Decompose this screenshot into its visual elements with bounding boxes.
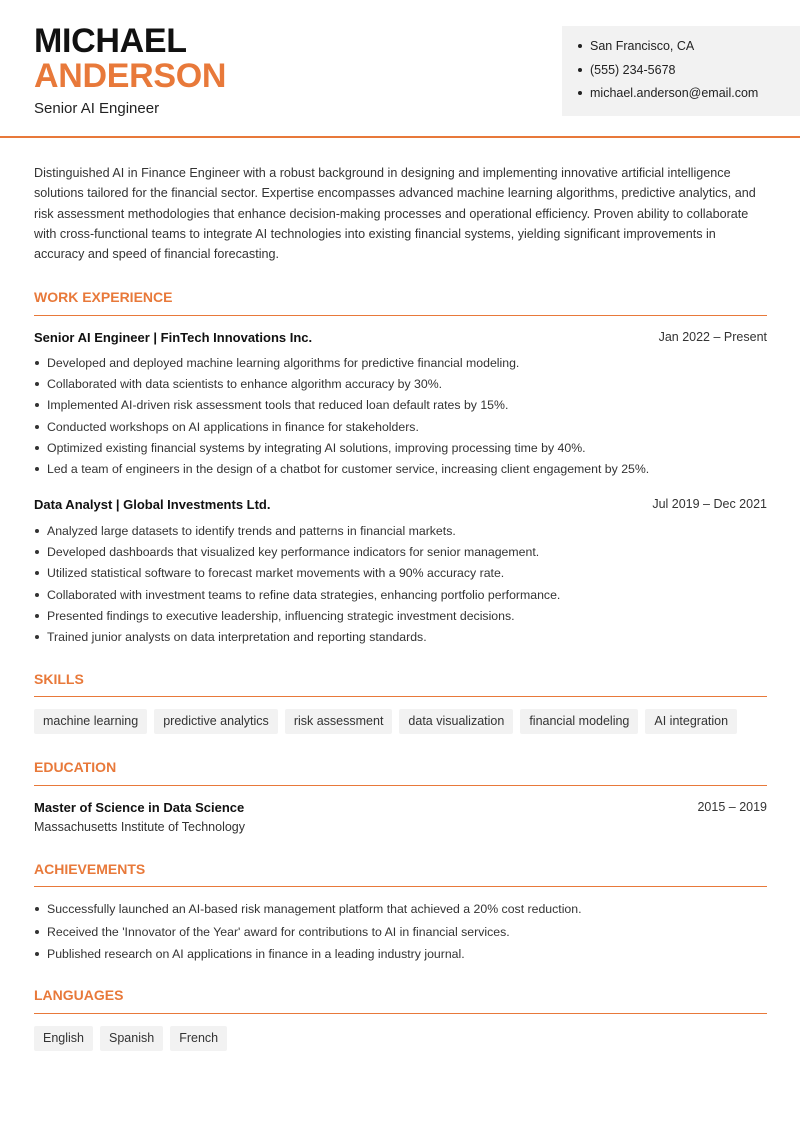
candidate-name [34, 24, 226, 94]
section-title-achievements: ACHIEVEMENTS [34, 861, 146, 877]
skill-tag: financial modeling [520, 709, 638, 734]
skills-list [34, 709, 737, 734]
section-title-education: EDUCATION [34, 759, 117, 775]
language-tag: English [34, 1026, 93, 1051]
school-name: Massachusetts Institute of Technology [34, 820, 245, 834]
list-item: Optimized existing financial systems by integrating AI solutions, improving processing time by 40%. [34, 439, 774, 460]
language-tag: Spanish [100, 1026, 163, 1051]
language-tag: French [170, 1026, 227, 1051]
contact-phone: (555) 234-5678 [578, 60, 800, 84]
education-dates: 2015 – 2019 [697, 800, 767, 814]
professional-summary: Distinguished AI in Finance Engineer with a robust background in designing and implementing innovative artificial intelligence solutions tailored for the financial sector. Expertise encompasses advanced machine learning algorithms, predictive analytics, and risk assessment methodologies that enhance decision-making processes and operational efficiency. Proven ability to collaborate with cross-functional teams to integrate AI technologies into existing financial systems, yielding significant improvements in accuracy and speed of financial forecasting. [34, 166, 756, 262]
list-item: Developed dashboards that visualized key performance indicators for senior management. [34, 543, 774, 564]
languages-list [34, 1026, 227, 1051]
section-divider [34, 315, 767, 316]
degree-title: Master of Science in Data Science [34, 800, 245, 815]
list-item: Implemented AI-driven risk assessment tools that reduced loan default rates by 15%. [34, 396, 774, 417]
list-item: Led a team of engineers in the design of a chatbot for customer service, increasing client engagement by 25%. [34, 460, 774, 481]
section-divider [34, 1013, 767, 1014]
list-item: Utilized statistical software to forecast market movements with a 90% accuracy rate. [34, 564, 774, 585]
job-2-dates: Jul 2019 – Dec 2021 [652, 497, 767, 511]
job-2-bullets [34, 522, 774, 649]
last-name: ANDERSON [34, 57, 227, 95]
contact-location: San Francisco, CA [578, 36, 800, 60]
first-name: MICHAEL [34, 22, 187, 60]
list-item: Analyzed large datasets to identify trends and patterns in financial markets. [34, 522, 774, 543]
contact-box [562, 26, 800, 116]
job-1-bullets [34, 354, 774, 481]
job-title-headline: Senior AI Engineer [34, 100, 160, 117]
list-item: Trained junior analysts on data interpretation and reporting standards. [34, 628, 774, 649]
job-1-title: Senior AI Engineer | FinTech Innovations Inc. [34, 330, 313, 345]
achievements-list [34, 900, 774, 968]
section-divider [34, 696, 767, 697]
skill-tag: data visualization [399, 709, 513, 734]
resume-header [0, 0, 800, 138]
list-item: Published research on AI applications in finance in a leading industry journal. [34, 945, 774, 968]
section-title-languages: LANGUAGES [34, 987, 124, 1003]
skill-tag: AI integration [645, 709, 737, 734]
list-item: Developed and deployed machine learning algorithms for predictive financial modeling. [34, 354, 774, 375]
contact-email[interactable]: michael.anderson@email.com [578, 83, 800, 107]
section-title-work: WORK EXPERIENCE [34, 289, 173, 305]
list-item: Presented findings to executive leadership, influencing strategic investment decisions. [34, 607, 774, 628]
job-2-title: Data Analyst | Global Investments Ltd. [34, 497, 271, 512]
list-item: Successfully launched an AI-based risk management platform that achieved a 20% cost reduction. [34, 900, 774, 923]
list-item: Collaborated with investment teams to refine data strategies, enhancing portfolio performance. [34, 586, 774, 607]
skill-tag: machine learning [34, 709, 147, 734]
skill-tag: predictive analytics [154, 709, 278, 734]
section-title-skills: SKILLS [34, 671, 84, 687]
section-divider [34, 785, 767, 786]
list-item: Conducted workshops on AI applications in finance for stakeholders. [34, 418, 774, 439]
list-item: Collaborated with data scientists to enhance algorithm accuracy by 30%. [34, 375, 774, 396]
list-item: Received the 'Innovator of the Year' award for contributions to AI in financial services. [34, 923, 774, 946]
skill-tag: risk assessment [285, 709, 393, 734]
job-1-dates: Jan 2022 – Present [658, 330, 767, 344]
section-divider [34, 886, 767, 887]
